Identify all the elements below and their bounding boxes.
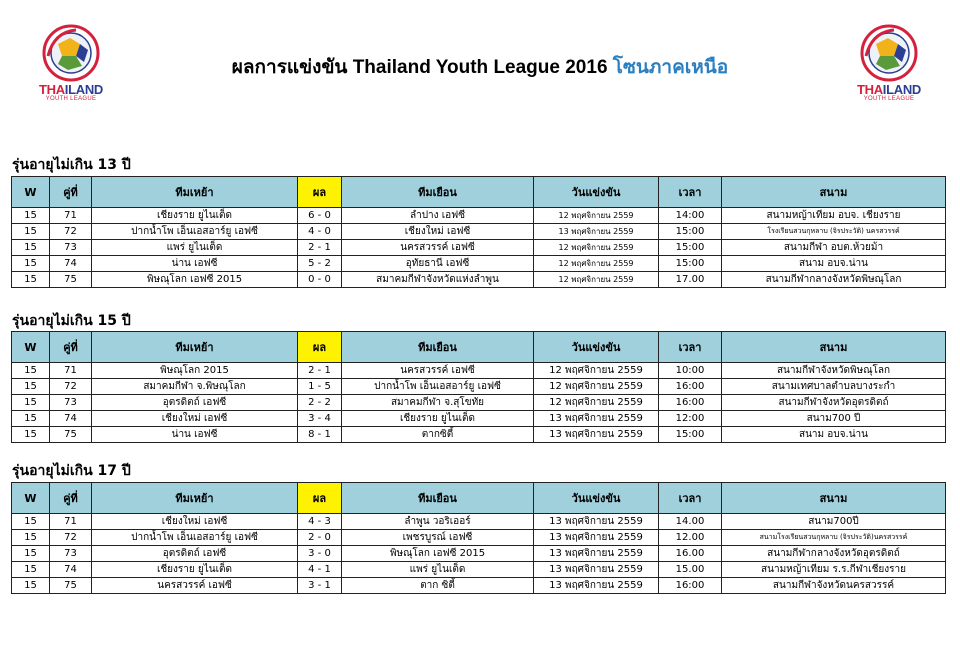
- cell-date: 13 พฤศจิกายน 2559: [534, 546, 659, 562]
- cell-result: 6 - 0: [298, 208, 342, 224]
- cell-week: 15: [12, 208, 50, 224]
- cell-week: 15: [12, 224, 50, 240]
- cell-result: 4 - 0: [298, 224, 342, 240]
- cell-date: 13 พฤศจิกายน 2559: [534, 514, 659, 530]
- col-header-home: ทีมเยือน: [342, 483, 534, 514]
- cell-week: 15: [12, 240, 50, 256]
- cell-home-team: เชียงใหม่ เอฟซี: [342, 224, 534, 240]
- cell-venue: สนามโรงเรียนสวนกุหลาบ (จิรประวัติ)นครสวรรค์: [722, 530, 946, 546]
- cell-result: 2 - 1: [298, 363, 342, 379]
- cell-away-team: เชียงใหม่ เอฟซี: [92, 411, 298, 427]
- cell-home-team: สมาคมกีฬาจังหวัดแห่งลำพูน: [342, 272, 534, 288]
- cell-time: 15:00: [659, 240, 722, 256]
- cell-home-team: ลำพูน วอริเออร์: [342, 514, 534, 530]
- cell-match: 75: [50, 427, 92, 443]
- cell-time: 16:00: [659, 395, 722, 411]
- cell-match: 75: [50, 578, 92, 594]
- cell-time: 16:00: [659, 578, 722, 594]
- results-table-u15: [11, 331, 946, 443]
- cell-result: 1 - 5: [298, 379, 342, 395]
- cell-away-team: พิษณุโลก เอฟซี 2015: [92, 272, 298, 288]
- table-row: [12, 256, 946, 272]
- cell-venue: โรงเรียนสวนกุหลาบ (จิรประวัติ) นครสวรรค์: [722, 224, 946, 240]
- cell-week: 15: [12, 514, 50, 530]
- cell-date: 13 พฤศจิกายน 2559: [534, 411, 659, 427]
- cell-away-team: ปากน้ำโพ เอ็นเอสอาร์ยู เอฟซี: [92, 224, 298, 240]
- col-header-match: คู่ที่: [50, 483, 92, 514]
- cell-result: 4 - 3: [298, 514, 342, 530]
- table-row: [12, 395, 946, 411]
- cell-venue: สนามหญ้าเทียม ร.ร.กีฬาเชียงราย: [722, 562, 946, 578]
- cell-venue: สนามกีฬากลางจังหวัดอุตรดิตถ์: [722, 546, 946, 562]
- col-header-home: ทีมเยือน: [342, 332, 534, 363]
- results-table-u17: [11, 482, 946, 594]
- results-table-u13: [11, 176, 946, 288]
- page-title: [0, 52, 960, 82]
- col-header-venue: สนาม: [722, 483, 946, 514]
- table-row: [12, 208, 946, 224]
- cell-date: 12 พฤศจิกายน 2559: [534, 208, 659, 224]
- cell-home-team: นครสวรรค์ เอฟซี: [342, 240, 534, 256]
- col-header-away: ทีมเหย้า: [92, 177, 298, 208]
- cell-date: 12 พฤศจิกายน 2559: [534, 240, 659, 256]
- table-row: [12, 379, 946, 395]
- table-row: [12, 411, 946, 427]
- table-row: [12, 578, 946, 594]
- col-header-week: W: [12, 483, 50, 514]
- cell-home-team: ตาก ซิตี้: [342, 578, 534, 594]
- cell-away-team: อุตรดิตถ์ เอฟซี: [92, 546, 298, 562]
- cell-venue: สนาม อบจ.น่าน: [722, 427, 946, 443]
- cell-week: 15: [12, 395, 50, 411]
- cell-away-team: สมาคมกีฬา จ.พิษณุโลก: [92, 379, 298, 395]
- table-row: [12, 240, 946, 256]
- col-header-away: ทีมเหย้า: [92, 332, 298, 363]
- table-row: [12, 514, 946, 530]
- cell-away-team: เชียงราย ยูไนเต็ด: [92, 562, 298, 578]
- cell-week: 15: [12, 546, 50, 562]
- cell-match: 71: [50, 363, 92, 379]
- cell-result: 3 - 4: [298, 411, 342, 427]
- cell-home-team: แพร่ ยูไนเต็ด: [342, 562, 534, 578]
- col-header-match: คู่ที่: [50, 177, 92, 208]
- col-header-home: ทีมเยือน: [342, 177, 534, 208]
- col-header-match: คู่ที่: [50, 332, 92, 363]
- table-row: [12, 427, 946, 443]
- cell-match: 71: [50, 514, 92, 530]
- cell-week: 15: [12, 562, 50, 578]
- col-header-date: วันแข่งขัน: [534, 483, 659, 514]
- col-header-result: ผล: [298, 332, 342, 363]
- cell-result: 4 - 1: [298, 562, 342, 578]
- page-title-main: ผลการแข่งขัน Thailand Youth League 2016: [231, 57, 613, 78]
- cell-time: 15:00: [659, 224, 722, 240]
- logo-subtitle: YOUTH LEAGUE: [45, 96, 97, 102]
- cell-away-team: น่าน เอฟซี: [92, 256, 298, 272]
- cell-time: 15.00: [659, 562, 722, 578]
- cell-match: 72: [50, 224, 92, 240]
- col-header-week: W: [12, 177, 50, 208]
- logo-subtitle: YOUTH LEAGUE: [863, 96, 915, 102]
- cell-result: 3 - 1: [298, 578, 342, 594]
- table-row: [12, 562, 946, 578]
- cell-venue: สนามกีฬา อบต.ห้วยม้า: [722, 240, 946, 256]
- cell-time: 16.00: [659, 546, 722, 562]
- table-row: [12, 224, 946, 240]
- cell-away-team: อุตรดิตถ์ เอฟซี: [92, 395, 298, 411]
- cell-date: 13 พฤศจิกายน 2559: [534, 224, 659, 240]
- col-header-date: วันแข่งขัน: [534, 332, 659, 363]
- cell-result: 8 - 1: [298, 427, 342, 443]
- logo-wordmark: THAILAND: [856, 82, 922, 97]
- cell-time: 12:00: [659, 411, 722, 427]
- col-header-venue: สนาม: [722, 177, 946, 208]
- col-header-venue: สนาม: [722, 332, 946, 363]
- cell-result: 2 - 0: [298, 530, 342, 546]
- cell-venue: สนามกีฬาจังหวัดอุตรดิตถ์: [722, 395, 946, 411]
- cell-venue: สนามหญ้าเทียม อบจ. เชียงราย: [722, 208, 946, 224]
- cell-result: 2 - 2: [298, 395, 342, 411]
- cell-date: 12 พฤศจิกายน 2559: [534, 272, 659, 288]
- cell-match: 74: [50, 562, 92, 578]
- cell-venue: สนามกีฬากลางจังหวัดพิษณุโลก: [722, 272, 946, 288]
- col-header-date: วันแข่งขัน: [534, 177, 659, 208]
- cell-date: 13 พฤศจิกายน 2559: [534, 562, 659, 578]
- cell-week: 15: [12, 256, 50, 272]
- col-header-time: เวลา: [659, 483, 722, 514]
- cell-time: 16:00: [659, 379, 722, 395]
- col-header-time: เวลา: [659, 332, 722, 363]
- cell-time: 17.00: [659, 272, 722, 288]
- cell-date: 13 พฤศจิกายน 2559: [534, 427, 659, 443]
- cell-week: 15: [12, 411, 50, 427]
- cell-week: 15: [12, 578, 50, 594]
- table-row: [12, 272, 946, 288]
- cell-date: 13 พฤศจิกายน 2559: [534, 530, 659, 546]
- cell-home-team: เพชรบูรณ์ เอฟซี: [342, 530, 534, 546]
- cell-match: 73: [50, 546, 92, 562]
- table-row: [12, 363, 946, 379]
- cell-week: 15: [12, 379, 50, 395]
- cell-venue: สนาม700ปี: [722, 514, 946, 530]
- cell-week: 15: [12, 427, 50, 443]
- section-title-u15: รุ่นอายุไม่เกิน 15 ปี: [12, 313, 131, 329]
- cell-venue: สนาม อบจ.น่าน: [722, 256, 946, 272]
- cell-home-team: สมาคมกีฬา จ.สุโขทัย: [342, 395, 534, 411]
- col-header-result: ผล: [298, 177, 342, 208]
- cell-date: 12 พฤศจิกายน 2559: [534, 379, 659, 395]
- cell-away-team: เชียงราย ยูไนเต็ด: [92, 208, 298, 224]
- cell-home-team: อุทัยธานี เอฟซี: [342, 256, 534, 272]
- col-header-away: ทีมเหย้า: [92, 483, 298, 514]
- cell-away-team: เชียงใหม่ เอฟซี: [92, 514, 298, 530]
- cell-week: 15: [12, 530, 50, 546]
- section-title-u17: รุ่นอายุไม่เกิน 17 ปี: [12, 463, 131, 479]
- cell-result: 3 - 0: [298, 546, 342, 562]
- cell-time: 10:00: [659, 363, 722, 379]
- col-header-week: W: [12, 332, 50, 363]
- cell-away-team: ปากน้ำโพ เอ็นเอสอาร์ยู เอฟซี: [92, 530, 298, 546]
- cell-result: 0 - 0: [298, 272, 342, 288]
- cell-time: 15:00: [659, 256, 722, 272]
- cell-match: 74: [50, 256, 92, 272]
- cell-date: 12 พฤศจิกายน 2559: [534, 363, 659, 379]
- cell-home-team: เชียงราย ยูไนเต็ด: [342, 411, 534, 427]
- cell-match: 72: [50, 379, 92, 395]
- cell-away-team: พิษณุโลก 2015: [92, 363, 298, 379]
- table-header-row: [12, 483, 946, 514]
- cell-result: 2 - 1: [298, 240, 342, 256]
- section-title-u13: รุ่นอายุไม่เกิน 13 ปี: [12, 157, 131, 173]
- page-title-zone: โซนภาคเหนือ: [612, 57, 729, 78]
- cell-match: 74: [50, 411, 92, 427]
- cell-date: 13 พฤศจิกายน 2559: [534, 578, 659, 594]
- cell-away-team: น่าน เอฟซี: [92, 427, 298, 443]
- cell-home-team: ลำปาง เอฟซี: [342, 208, 534, 224]
- cell-time: 14:00: [659, 208, 722, 224]
- cell-time: 12.00: [659, 530, 722, 546]
- cell-home-team: ปากน้ำโพ เอ็นเอสอาร์ยู เอฟซี: [342, 379, 534, 395]
- cell-away-team: แพร่ ยูไนเต็ด: [92, 240, 298, 256]
- cell-match: 75: [50, 272, 92, 288]
- cell-venue: สนามกีฬาจังหวัดนครสวรรค์: [722, 578, 946, 594]
- cell-match: 73: [50, 240, 92, 256]
- cell-match: 71: [50, 208, 92, 224]
- cell-time: 15:00: [659, 427, 722, 443]
- cell-away-team: นครสวรรค์ เอฟซี: [92, 578, 298, 594]
- cell-venue: สนามกีฬาจังหวัดพิษณุโลก: [722, 363, 946, 379]
- cell-venue: สนาม700 ปี: [722, 411, 946, 427]
- table-header-row: [12, 332, 946, 363]
- cell-date: 12 พฤศจิกายน 2559: [534, 256, 659, 272]
- cell-week: 15: [12, 363, 50, 379]
- table-row: [12, 546, 946, 562]
- cell-home-team: นครสวรรค์ เอฟซี: [342, 363, 534, 379]
- col-header-time: เวลา: [659, 177, 722, 208]
- table-header-row: [12, 177, 946, 208]
- cell-match: 73: [50, 395, 92, 411]
- cell-result: 5 - 2: [298, 256, 342, 272]
- cell-venue: สนามเทศบาลตำบลบางระกำ: [722, 379, 946, 395]
- cell-match: 72: [50, 530, 92, 546]
- table-row: [12, 530, 946, 546]
- cell-week: 15: [12, 272, 50, 288]
- logo-wordmark: THAILAND: [38, 82, 104, 97]
- cell-time: 14.00: [659, 514, 722, 530]
- cell-home-team: พิษณุโลก เอฟซี 2015: [342, 546, 534, 562]
- cell-home-team: ตากซิตี้: [342, 427, 534, 443]
- col-header-result: ผล: [298, 483, 342, 514]
- cell-date: 12 พฤศจิกายน 2559: [534, 395, 659, 411]
